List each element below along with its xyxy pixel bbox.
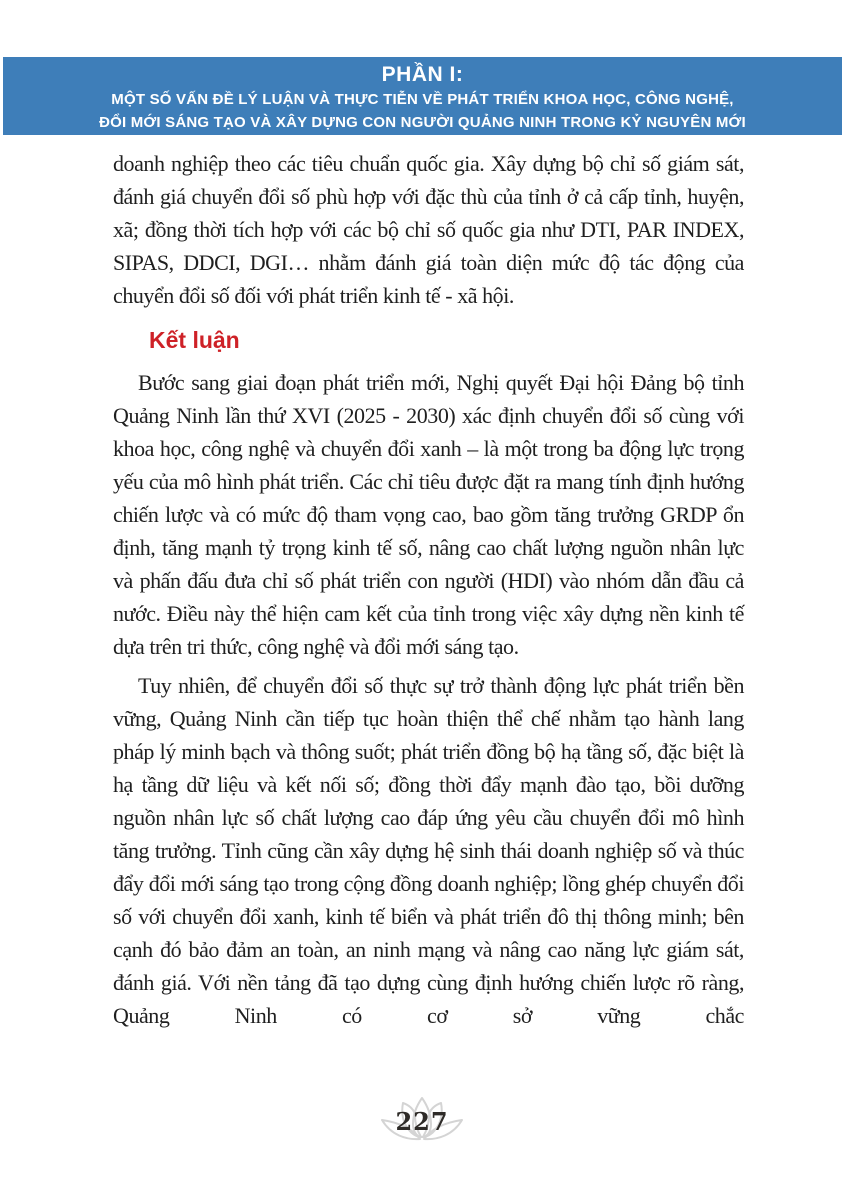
body-text [113,147,744,1038]
page-number: 227 [395,1107,449,1136]
paragraph-continuation: doanh nghiệp theo các tiêu chuẩn quốc gia. Xây dựng bộ chỉ số giám sát, đánh giá chuyển đổi số phù hợp với đặc thù của tỉnh ở cả cấp tỉnh, huyện, xã; đồng thời tích hợp với các bộ chỉ số quốc gia như DTI, PAR INDEX, SIPAS, DDCI, DGI… nhằm đánh giá toàn diện mức độ tác động của chuyển đổi số đối với phát triển kinh tế - xã hội. [113,151,744,308]
banner-title-line1: MỘT SỐ VẤN ĐỀ LÝ LUẬN VÀ THỰC TIỄN VỀ PHÁT TRIỂN KHOA HỌC, CÔNG NGHỆ, [111,91,734,108]
part-label: PHẦN I: [381,63,464,86]
chapter-banner [3,57,842,135]
page-footer [372,1094,472,1150]
section-heading-conclusion: Kết luận [149,327,240,353]
paragraph-resolution: Bước sang giai đoạn phát triển mới, Nghị quyết Đại hội Đảng bộ tỉnh Quảng Ninh lần thứ XVI (2025 - 2030) xác định chuyển đổi số cùng với khoa học, công nghệ và chuyển đổi xanh – là một trong ba động lực trọng yếu của mô hình phát triển. Các chỉ tiêu được đặt ra mang tính định hướng chiến lược và có mức độ tham vọng cao, bao gồm tăng trưởng GRDP ổn định, tăng mạnh tỷ trọng kinh tế số, nâng cao chất lượng nguồn nhân lực và phấn đấu đưa chỉ số phát triển con người (HDI) vào nhóm dẫn đầu cả nước. Điều này thể hiện cam kết của tỉnh trong việc xây dựng nền kinh tế dựa trên tri thức, công nghệ và đổi mới sáng tạo. [113,370,744,659]
banner-title-line2: ĐỔI MỚI SÁNG TẠO VÀ XÂY DỰNG CON NGƯỜI QUẢNG NINH TRONG KỶ NGUYÊN MỚI [99,114,746,131]
paragraph-challenges: Tuy nhiên, để chuyển đổi số thực sự trở thành động lực phát triển bền vững, Quảng Ninh cần tiếp tục hoàn thiện thể chế nhằm tạo hành lang pháp lý minh bạch và thông suốt; phát triển đồng bộ hạ tầng số, đặc biệt là hạ tầng dữ liệu và kết nối số; đồng thời đẩy mạnh đào tạo, bồi dưỡng nguồn nhân lực số chất lượng cao đáp ứng yêu cầu chuyển đổi mô hình tăng trưởng. Tỉnh cũng cần xây dựng hệ sinh thái doanh nghiệp số và thúc đẩy đổi mới sáng tạo trong cộng đồng doanh nghiệp; lồng ghép chuyển đổi số với chuyển đổi xanh, kinh tế biển và phát triển đô thị thông minh; bên cạnh đó bảo đảm an toàn, an ninh mạng và nâng cao năng lực giám sát, đánh giá. Với nền tảng đã tạo dựng cùng định hướng chiến lược rõ ràng, Quảng Ninh có cơ sở vững chắc [113,673,744,1028]
